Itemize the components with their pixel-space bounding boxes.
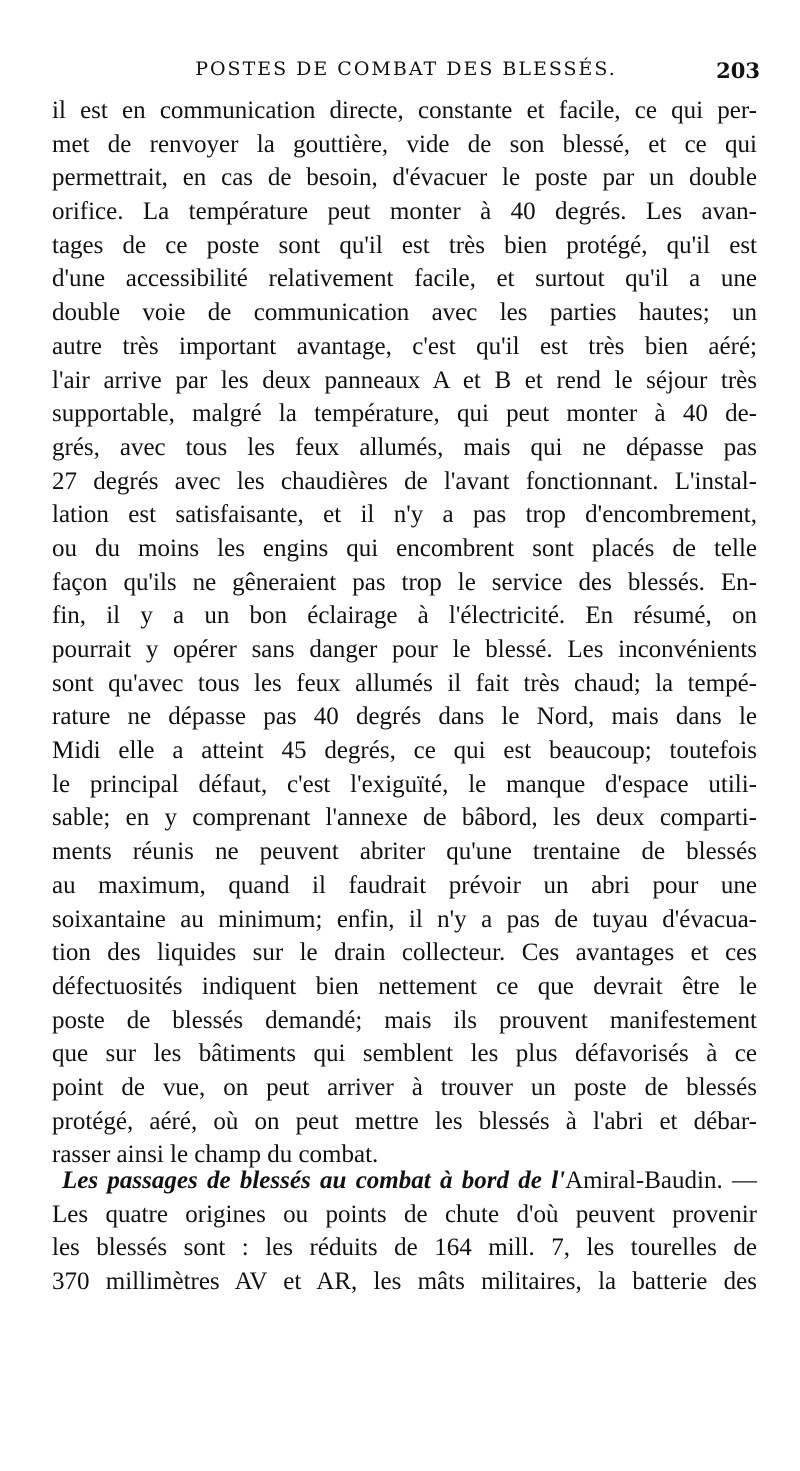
text-line: Les quatre origines ou points de chute d'où peuvent provenir [52,1200,757,1228]
ship-name: Amiral-Baudin. — [565,1167,757,1194]
page-number: 203 [716,58,760,83]
text-line: grés, avec tous les feux allumés, mais qui ne dépasse pas [52,433,757,461]
text-line: que sur les bâtiments qui semblent les plus défavorisés à ce [52,1040,757,1068]
text-line: permettrait, en cas de besoin, d'évacuer le poste par un double [52,164,757,192]
text-line: lation est satisfaisante, et il n'y a pas trop d'encombrement, [52,501,757,529]
text-line: met de renvoyer la gouttière, vide de son blessé, et ce qui [52,130,757,158]
text-line: il est en communication directe, constante et facile, ce qui per- [52,97,757,124]
text-line: orifice. La température peut monter à 40 degrés. Les avan- [52,198,757,226]
text-line: les blessés sont : les réduits de 164 mill. 7, les tourelles de [52,1234,757,1262]
section-heading-line [52,1164,757,1198]
text-line: supportable, malgré la température, qui peut monter à 40 de- [52,400,757,428]
text-line: Midi elle a atteint 45 degrés, ce qui est beaucoup; toutefois [52,737,757,765]
text-line: 370 millimètres AV et AR, les mâts militaires, la batterie des [52,1268,757,1296]
text-line: point de vue, on peut arriver à trouver un poste de blessés [52,1073,757,1101]
text-line: rasser ainsi le champ du combat. [52,1141,379,1169]
text-line: façon qu'ils ne gêneraient pas trop le service des blessés. En- [52,568,757,596]
text-line: fin, il y a un bon éclairage à l'électricité. En résumé, on [52,602,757,630]
running-title: POSTES DE COMBAT DES BLESSÉS. [195,58,617,80]
text-line: ments réunis ne peuvent abriter qu'une trentaine de blessés [52,838,757,866]
text-line: le principal défaut, c'est l'exiguïté, le manque d'espace utili- [52,770,757,798]
text-line: défectuosités indiquent bien nettement ce que devrait être le [52,972,757,1000]
text-line: tages de ce poste sont qu'il est très bien protégé, qu'il est [52,231,757,259]
section-title: Les passages de blessés au combat à bord de l' [62,1167,566,1194]
text-line: sont qu'avec tous les feux allumés il fait très chaud; la tempé- [52,669,757,697]
text-line: rature ne dépasse pas 40 degrés dans le Nord, mais dans le [52,703,757,731]
text-line: au maximum, quand il faudrait prévoir un abri pour une [52,871,757,899]
text-line: pourrait y opérer sans danger pour le blessé. Les inconvénients [52,636,757,663]
text-line: ou du moins les engins qui encombrent sont placés de telle [52,534,757,562]
text-line: 27 degrés avec les chaudières de l'avant fonctionnant. L'instal- [52,467,757,495]
text-line: soixantaine au minimum; enfin, il n'y a pas de tuyau d'évacua- [52,905,757,933]
running-head [52,58,760,88]
text-line: l'air arrive par les deux panneaux A et B et rend le séjour très [52,366,757,394]
text-line: protégé, aéré, où on peut mettre les blessés à l'abri et débar- [52,1107,757,1135]
text-line: autre très important avantage, c'est qu'il est très bien aéré; [52,332,757,360]
text-line: sable; en y comprenant l'annexe de bâbord, les deux comparti- [52,804,757,832]
text-line: double voie de communication avec les parties hautes; un [52,299,757,327]
text-line: poste de blessés demandé; mais ils prouvent manifestement [52,1006,757,1034]
text-line: d'une accessibilité relativement facile, et surtout qu'il a une [52,265,757,293]
paragraph-continued [52,94,757,1172]
section-paragraph [52,1164,757,1299]
text-line: tion des liquides sur le drain collecteur. Ces avantages et ces [52,939,757,967]
